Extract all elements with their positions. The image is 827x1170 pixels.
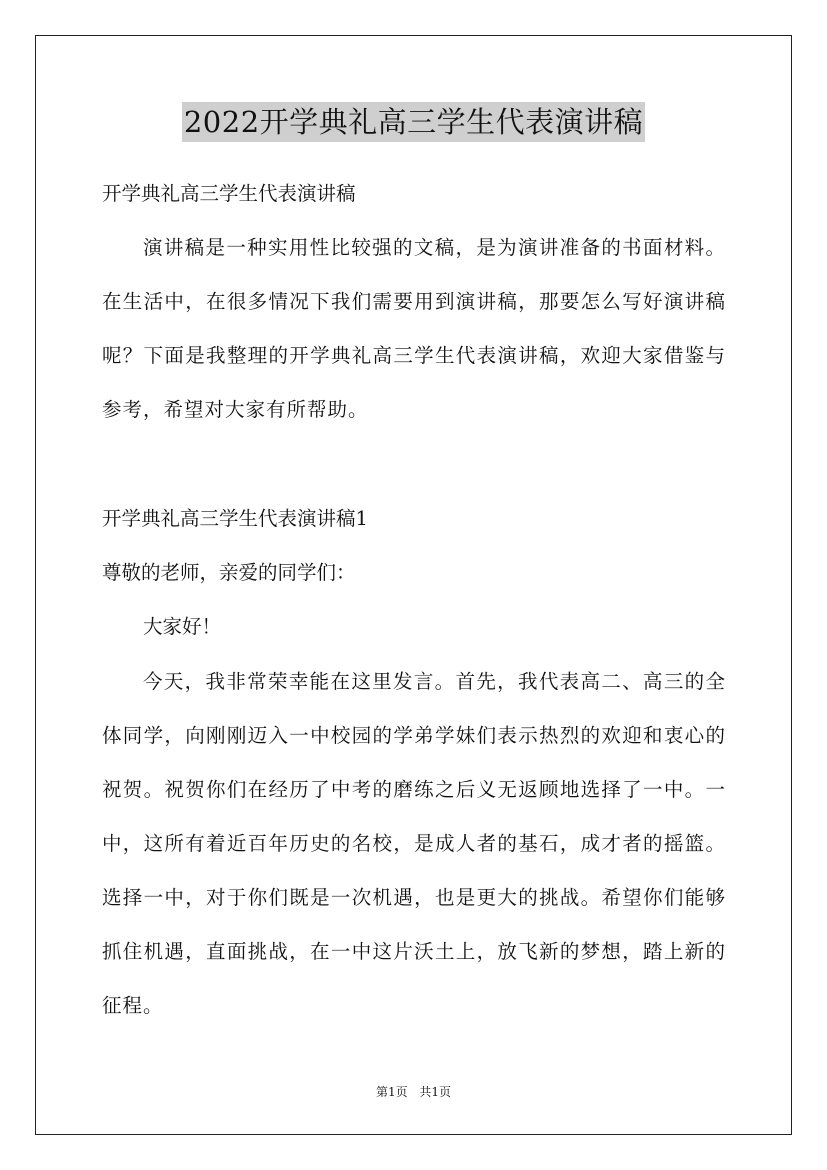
document-subtitle: 开学典礼高三学生代表演讲稿 bbox=[102, 182, 356, 205]
document-title: 2022开学典礼高三学生代表演讲稿 bbox=[182, 102, 645, 142]
title-container bbox=[0, 102, 827, 142]
body-paragraph-1: 今天，我非常荣幸能在这里发言。首先，我代表高二、高三的全体同学，向刚刚迈入一中校园的学弟学妹们表示热烈的欢迎和衷心的祝贺。祝贺你们在经历了中考的磨练之后义无返顾地选择了一中。一中，这所有着近百年历史的名校，是成人者的基石，成才者的摇篮。选择一中，对于你们既是一次机遇，也是更大的挑战。希望你们能够抓住机遇，直面挑战，在一中这片沃土上，放飞新的梦想，踏上新的征程。 bbox=[102, 670, 726, 1017]
greeting: 大家好！ bbox=[143, 615, 222, 638]
salutation: 尊敬的老师，亲爱的同学们： bbox=[102, 561, 356, 584]
page-number-current: 第1页 bbox=[375, 1085, 408, 1099]
section-heading: 开学典礼高三学生代表演讲稿1 bbox=[102, 507, 368, 530]
page-footer bbox=[0, 1084, 827, 1100]
intro-paragraph: 演讲稿是一种实用性比较强的文稿，是为演讲准备的书面材料。在生活中，在很多情况下我们需要用到演讲稿，那要怎么写好演讲稿呢？下面是我整理的开学典礼高三学生代表演讲稿，欢迎大家借鉴与参考，希望对大家有所帮助。 bbox=[102, 236, 726, 421]
page-number-total: 共1页 bbox=[419, 1085, 452, 1099]
